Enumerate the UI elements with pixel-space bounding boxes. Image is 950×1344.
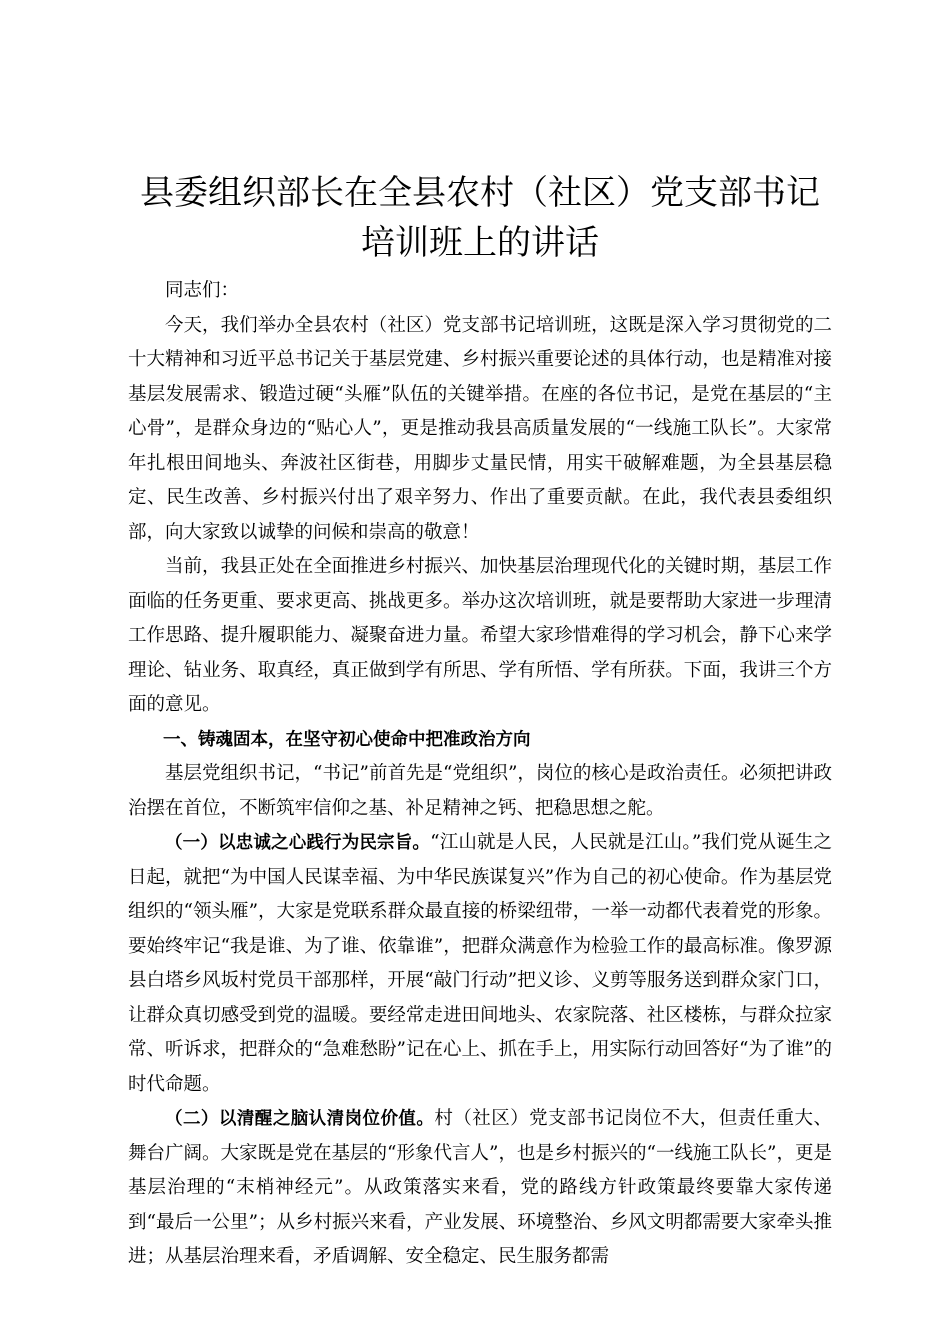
document-title	[128, 168, 832, 268]
paragraph-context: 当前，我县正处在全面推进乡村振兴、加快基层治理现代化的关键时期，基层工作面临的任务更重、要求更高、挑战更多。举办这次培训班，就是要帮助大家进一步理清工作思路、提升履职能力、凝聚奋进力量。希望大家珍惜难得的学习机会，静下心来学理论、钻业务、取真经，真正做到学有所思、学有所悟、学有所获。下面，我讲三个方面的意见。	[128, 556, 832, 715]
subsection-1-text: “江山就是人民，人民就是江山。”我们党从诞生之日起，就把“为中国人民谋幸福、为中华民族谋复兴”作为自己的初心使命。作为基层党组织的“领头雁”，大家是党联系群众最直接的桥梁纽带，一举一动都代表着党的形象。要始终牢记“我是谁、为了谁、依靠谁”，把群众满意作为检验工作的最高标准。像罗源县白塔乡风坂村党员干部那样，开展“敲门行动”把义诊、义剪等服务送到群众家门口，让群众真切感受到党的温暖。要经常走进田间地头、农家院落、社区楼栋，与群众拉家常、听诉求，把群众的“急难愁盼”记在心上、抓在手上，用实际行动回答好“为了谁”的时代命题。	[128, 832, 833, 1095]
section-1-intro: 基层党组织书记，“书记”前首先是“党组织”，岗位的核心是政治责任。必须把讲政治摆在首位，不断筑牢信仰之基、补足精神之钙、把稳思想之舵。	[128, 763, 832, 819]
subsection-2-text: 村（社区）党支部书记岗位不大，但责任重大、舞台广阔。大家既是党在基层的“形象代言人”，也是乡村振兴的“一线施工队长”，更是基层治理的“末梢神经元”。从政策落实来看，党的路线方针政策最终要靠大家传递到“最后一公里”；从乡村振兴来看，产业发展、环境整治、乡风文明都需要大家牵头推进；从基层治理来看，矛盾调解、安全稳定、民生服务都需	[128, 1108, 832, 1267]
section-heading-1: 一、铸魂固本，在坚守初心使命中把准政治方向	[163, 729, 531, 750]
subsection-1	[128, 826, 832, 1102]
title-line-1: 县委组织部长在全县农村（社区）党支部书记	[140, 173, 820, 213]
document-page	[128, 168, 832, 1275]
subsection-2-heading: （二）以清醒之脑认清岗位价值。	[165, 1109, 435, 1129]
paragraph-opening: 今天，我们举办全县农村（社区）党支部书记培训班，这既是深入学习贯彻党的二十大精神和习近平总书记关于基层党建、乡村振兴重要论述的具体行动，也是精准对接基层发展需求、锻造过硬“头雁”队伍的关键举措。在座的各位书记，是党在基层的“主心骨”，是群众身边的“贴心人”，更是推动我县高质量发展的“一线施工队长”。大家常年扎根田间地头、奔波社区街巷，用脚步丈量民情，用实干破解难题，为全县基层稳定、民生改善、乡村振兴付出了艰辛努力、作出了重要贡献。在此，我代表县委组织部，向大家致以诚挚的问候和崇高的敬意！	[128, 314, 832, 543]
title-line-2: 培训班上的讲话	[361, 223, 599, 263]
subsection-2	[128, 1102, 832, 1275]
document-body	[128, 274, 832, 1275]
greeting: 同志们：	[165, 280, 240, 301]
subsection-1-heading: （一）以忠诚之心践行为民宗旨。	[165, 833, 431, 853]
